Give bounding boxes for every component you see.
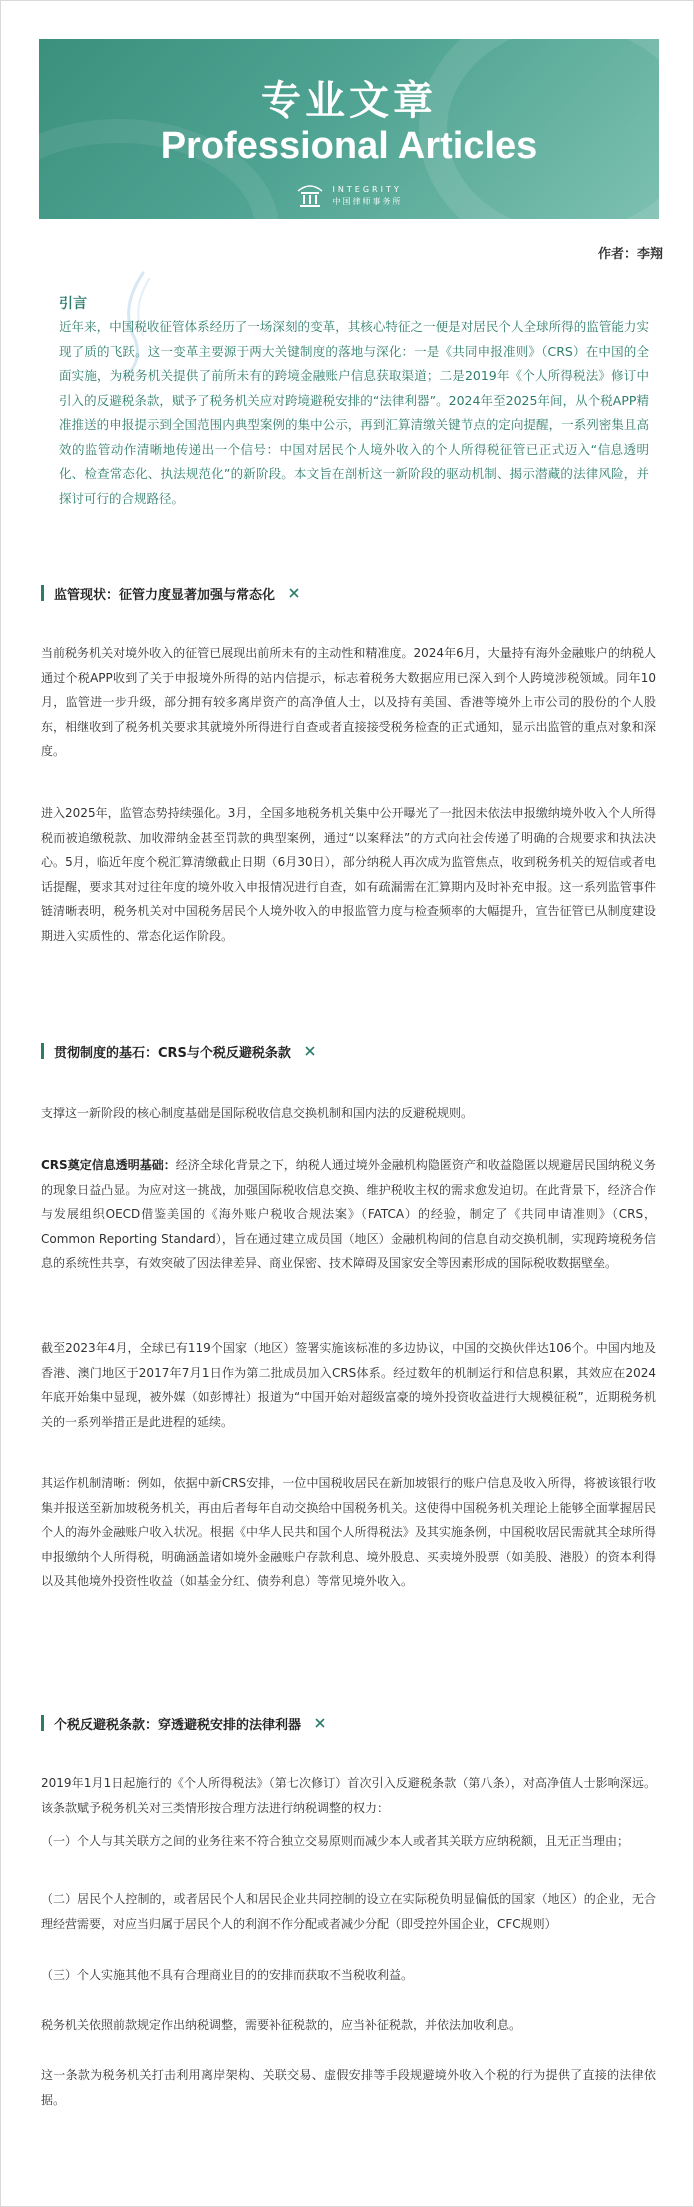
logo-text-cn: 中国律师事务所 bbox=[332, 197, 403, 206]
firm-logo bbox=[39, 183, 659, 209]
cross-mark-icon bbox=[315, 1718, 325, 1728]
intro-title: 引言 bbox=[59, 296, 87, 312]
paragraph-lead: CRS奠定信息透明基础： bbox=[41, 1158, 176, 1172]
banner-title-en: Professional Articles bbox=[160, 125, 538, 167]
paragraph: 2019年1月1日起施行的《个人所得税法》（第七次修订）首次引入反避税条款（第八条），对高净值人士影响深远。该条款赋予税务机关对三类情形按合理方法进行纳税调整的权力： bbox=[41, 1776, 656, 1815]
section-heading-text: 个税反避税条款：穿透避税安排的法律利器 bbox=[54, 1717, 302, 1733]
section-heading-regulation bbox=[41, 583, 299, 603]
paragraph-text: 经济全球化背景之下，纳税人通过境外金融机构隐匿资产和收益隐匿以规避居民国纳税义务的现象日益凸显。为应对这一挑战，加强国际税收信息交换、维护税收主权的需求愈发迫切。在此背景下，经济合作与发展组织OECD借鉴美国的《海外账户税收合规法案》（FATCA）的经验，制定了《共同申请准则》（CRS，Common Reporting Standard），旨在通过建立成员国（地区）金融机构间的信息自动交换机制，实现跨境税务信息的系统性共享，有效突破了因法律差异、商业保密、技术障碍及国家安全等因素形成的国际税收数据壁垒。 bbox=[41, 1158, 656, 1270]
section-heading-text: 监管现状：征管力度显著加强与常态化 bbox=[54, 587, 276, 603]
paragraph: （二）居民个人控制的，或者居民个人和居民企业共同控制的设立在实际税负明显偏低的国家（地区）的企业，无合理经营需要，对应当归属于居民个人的利润不作分配或者减少分配（即受控外国企业，CFC规则） bbox=[41, 1892, 656, 1931]
paragraph: （一）个人与其关联方之间的业务往来不符合独立交易原则而减少本人或者其关联方应纳税额，且无正当理由； bbox=[41, 1834, 630, 1848]
article-banner bbox=[39, 39, 659, 219]
logo-text-en: INTEGRITY bbox=[332, 185, 402, 194]
author-line: 作者：李翔 bbox=[597, 247, 663, 262]
paragraph: 进入2025年，监管态势持续强化。3月，全国多地税务机关集中公开曝光了一批因未依法申报缴纳境外收入个人所得税而被追缴税款、加收滞纳金甚至罚款的典型案例，通过“以案释法”的方式向社会传递了明确的合规要求和执法决心。5月，临近年度个税汇算清缴截止日期（6月30日），部分纳税人再次成为监管焦点，收到税务机关的短信或者电话提醒，要求其对过往年度的境外收入申报情况进行自查，如有疏漏需在汇算期内及时补充申报。这一系列监管事件链清晰表明，税务机关对中国税务居民个人境外收入的申报监管力度与检查频率的大幅提升，宣告征管已从制度建设期进入实质性的、常态化运作阶段。 bbox=[41, 806, 656, 943]
section-heading-foundation bbox=[41, 1041, 315, 1061]
paragraph: （三）个人实施其他不具有合理商业目的的安排而获取不当税收利益。 bbox=[41, 1968, 414, 1982]
cross-mark-icon bbox=[305, 1046, 315, 1056]
heading-bar bbox=[41, 1715, 44, 1731]
paragraph bbox=[41, 1153, 656, 1276]
paragraph: 这一条款为税务机关打击利用离岸架构、关联交易、虚假安排等手段规避境外收入个税的行为提供了直接的法律依据。 bbox=[41, 2068, 656, 2107]
section-heading-text: 贯彻制度的基石：CRS与个税反避税条款 bbox=[54, 1045, 291, 1061]
heading-bar bbox=[41, 1043, 44, 1059]
section-heading-anti-avoidance bbox=[41, 1713, 325, 1733]
pillar-logo-icon bbox=[295, 183, 325, 209]
paragraph: 其运作机制清晰：例如，依据中新CRS安排，一位中国税收居民在新加坡银行的账户信息及收入所得，将被该银行收集并报送至新加坡税务机关，再由后者每年自动交换给中国税务机关。这使得中国税务机关理论上能够全面掌握居民个人的海外金融账户收入状况。根据《中华人民共和国个人所得税法》及其实施条例，中国税收居民需就其全球所得申报缴纳个人所得税，明确涵盖诸如境外金融账户存款利息、境外股息、买卖境外股票（如美股、港股）的资本利得以及其他境外投资性收益（如基金分红、债券利息）等常见境外收入。 bbox=[41, 1476, 656, 1588]
paragraph: 税务机关依照前款规定作出纳税调整，需要补征税款的，应当补征税款，并依法加收利息。 bbox=[41, 2018, 522, 2032]
paragraph: 截至2023年4月，全球已有119个国家（地区）签署实施该标准的多边协议，中国的交换伙伴达106个。中国内地及香港、澳门地区于2017年7月1日作为第二批成员加入CRS体系。经过数年的机制运行和信息积累，其效应在2024年底开始集中显现，被外媒（如彭博社）报道为“中国开始对超级富豪的境外投资收益进行大规模征税”，近期税务机关的一系列举措正是此进程的延续。 bbox=[41, 1341, 656, 1429]
heading-bar bbox=[41, 585, 44, 601]
intro-body: 近年来，中国税收征管体系经历了一场深刻的变革，其核心特征之一便是对居民个人全球所得的监管能力实现了质的飞跃。这一变革主要源于两大关键制度的落地与深化：一是《共同申报准则》（CRS）在中国的全面实施，为税务机关提供了前所未有的跨境金融账户信息获取渠道；二是2019年《个人所得税法》修订中引入的反避税条款，赋予了税务机关应对跨境避税安排的“法律利器”。2024年至2025年间，从个税APP精准推送的申报提示到全国范围内典型案例的集中公示，再到汇算清缴关键节点的定向提醒，一系列密集且高效的监管动作清晰地传递出一个信号：中国对居民个人境外收入的个人所得税征管已正式迈入“信息透明化、检查常态化、执法规范化”的新阶段。本文旨在剖析这一新阶段的驱动机制、揭示潜藏的法律风险，并探讨可行的合规路径。 bbox=[59, 319, 649, 506]
paragraph: 当前税务机关对境外收入的征管已展现出前所未有的主动性和精准度。2024年6月，大量持有海外金融账户的纳税人通过个税APP收到了关于申报境外所得的站内信提示，标志着税务大数据应用已深入到个人跨境涉税领域。同年10月，监管进一步升级，部分拥有较多离岸资产的高净值人士，以及持有美国、香港等境外上市公司的股份的个人股东，相继收到了税务机关要求其就境外所得进行自查或者直接接受税务检查的正式通知，显示出监管的重点对象和深度。 bbox=[41, 646, 656, 758]
cross-mark-icon bbox=[289, 588, 299, 598]
banner-title-cn: 专业文章 bbox=[261, 78, 437, 124]
paragraph: 支撑这一新阶段的核心制度基础是国际税收信息交换机制和国内法的反避税规则。 bbox=[41, 1106, 474, 1120]
